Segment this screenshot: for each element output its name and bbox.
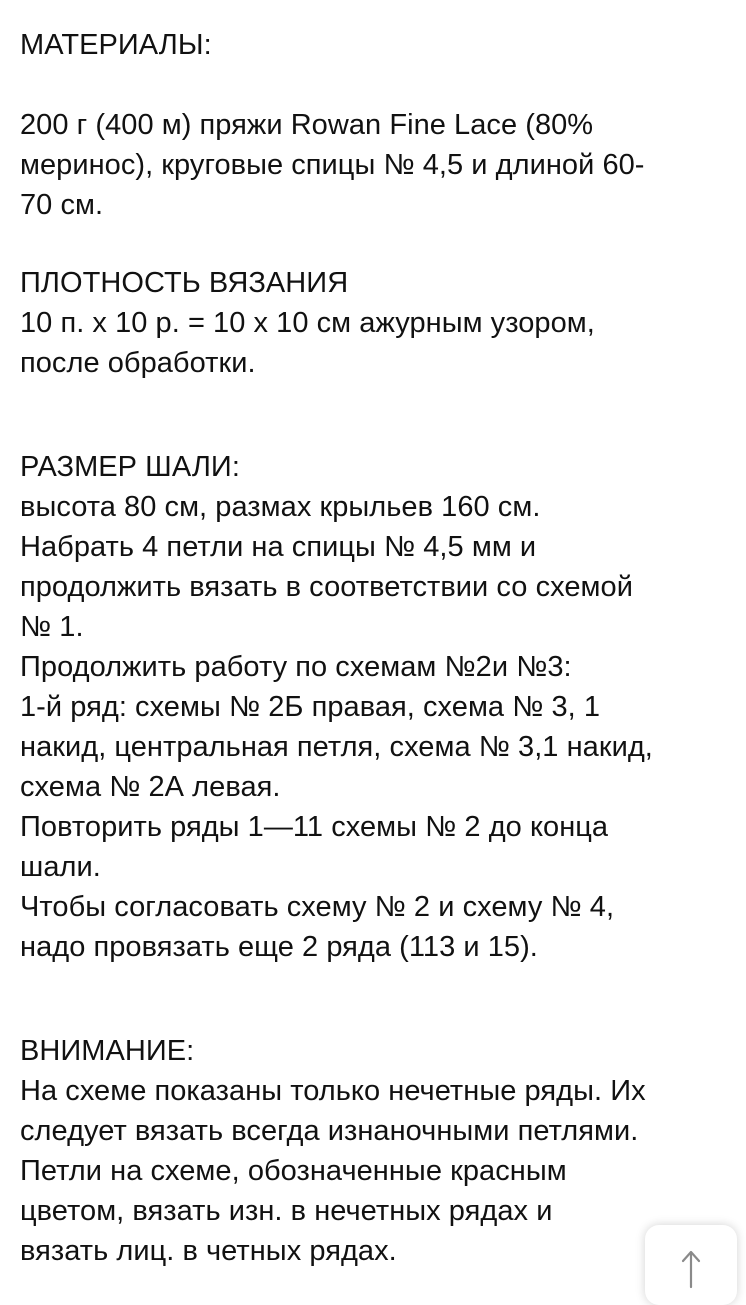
size-line: продолжить вязать в соответствии со схемой	[20, 571, 633, 603]
attention-line: Петли на схеме, обозначенные красным	[20, 1155, 567, 1187]
arrow-up-icon	[679, 1249, 703, 1289]
scroll-to-top-button[interactable]	[645, 1225, 737, 1305]
attention-line: следует вязать всегда изнаночными петлями.	[20, 1115, 639, 1147]
materials-line: меринос), круговые спицы № 4,5 и длиной 60-	[20, 149, 645, 181]
document-text	[20, 25, 736, 1271]
size-line: высота 80 см, размах крыльев 160 см.	[20, 491, 541, 523]
density-line: после обработки.	[20, 347, 256, 379]
size-line: шали.	[20, 851, 101, 883]
size-line: надо провязать еще 2 ряда (113 и 15).	[20, 931, 538, 963]
size-line: Набрать 4 петли на спицы № 4,5 мм и	[20, 531, 537, 563]
size-line: Повторить ряды 1—11 схемы № 2 до конца	[20, 811, 609, 843]
density-line: 10 п. х 10 р. = 10 х 10 см ажурным узором,	[20, 307, 595, 339]
attention-heading: ВНИМАНИЕ:	[20, 1035, 195, 1067]
attention-line: цветом, вязать изн. в нечетных рядах и	[20, 1195, 553, 1227]
attention-line: На схеме показаны только нечетные ряды. Их	[20, 1075, 646, 1107]
materials-line: 70 см.	[20, 189, 104, 221]
size-line: 1-й ряд: схемы № 2Б правая, схема № 3, 1	[20, 691, 601, 723]
size-heading: РАЗМЕР ШАЛИ:	[20, 451, 240, 483]
size-line: Чтобы согласовать схему № 2 и схему № 4,	[20, 891, 615, 923]
materials-heading: МАТЕРИАЛЫ:	[20, 29, 212, 61]
size-line: накид, центральная петля, схема № 3,1 накид,	[20, 731, 653, 763]
size-line: Продолжить работу по схемам №2и №3:	[20, 651, 572, 683]
attention-line: вязать лиц. в четных рядах.	[20, 1235, 397, 1267]
size-line: схема № 2А левая.	[20, 771, 281, 803]
size-line: № 1.	[20, 611, 84, 643]
materials-line: 200 г (400 м) пряжи Rowan Fine Lace (80%	[20, 109, 594, 141]
density-heading: ПЛОТНОСТЬ ВЯЗАНИЯ	[20, 267, 349, 299]
